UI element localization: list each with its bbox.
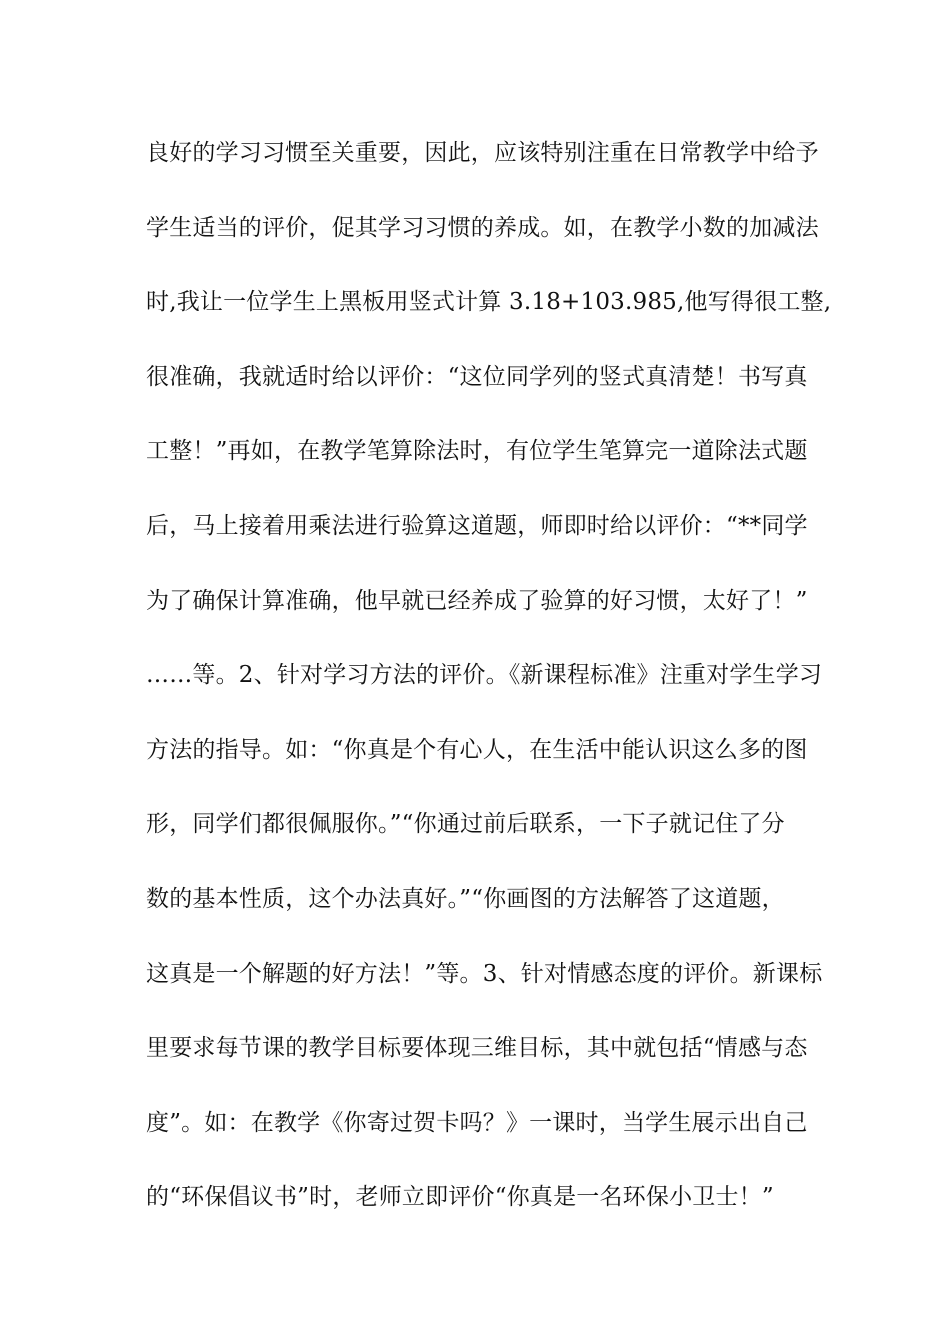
text-line: 的“环保倡议书”时，老师立即评价“你真是一名环保小卫士！”	[146, 1184, 774, 1211]
text-line: 后，马上接着用乘法进行验算这道题，师即时给以评价：“**同学	[146, 512, 808, 539]
text-line: 方法的指导。如：“你真是个有心人，在生活中能认识这么多的图	[146, 736, 808, 763]
text-line: 度”。如：在教学《你寄过贺卡吗？》一课时，当学生展示出自己	[146, 1109, 808, 1136]
text-line: ……等。2、针对学习方法的评价。《新课程标准》注重对学生学习	[146, 662, 823, 689]
body-text	[146, 131, 832, 1250]
text-line: 学生适当的评价，促其学习习惯的养成。如，在教学小数的加减法	[146, 214, 819, 241]
text-line: 时,我让一位学生上黑板用竖式计算 3.18+103.985,他写得很工整,	[146, 289, 832, 316]
text-line: 很准确，我就适时给以评价：“这位同学列的竖式真清楚！书写真	[146, 363, 808, 390]
text-line: 工整！”再如，在教学笔算除法时，有位学生笔算完一道除法式题	[146, 438, 808, 465]
text-line: 良好的学习习惯至关重要，因此，应该特别注重在日常教学中给予	[146, 140, 819, 166]
text-line: 里要求每节课的教学目标要体现三维目标，其中就包括“情感与态	[146, 1035, 808, 1062]
text-line: 为了确保计算准确，他早就已经养成了验算的好习惯，太好了！”	[146, 587, 808, 614]
text-line: 形，同学们都很佩服你。”“你通过前后联系，一下子就记住了分	[146, 811, 785, 838]
text-line: 数的基本性质，这个办法真好。”“你画图的方法解答了这道题，	[146, 885, 785, 912]
text-line: 这真是一个解题的好方法！”等。3、针对情感态度的评价。新课标	[146, 960, 823, 987]
